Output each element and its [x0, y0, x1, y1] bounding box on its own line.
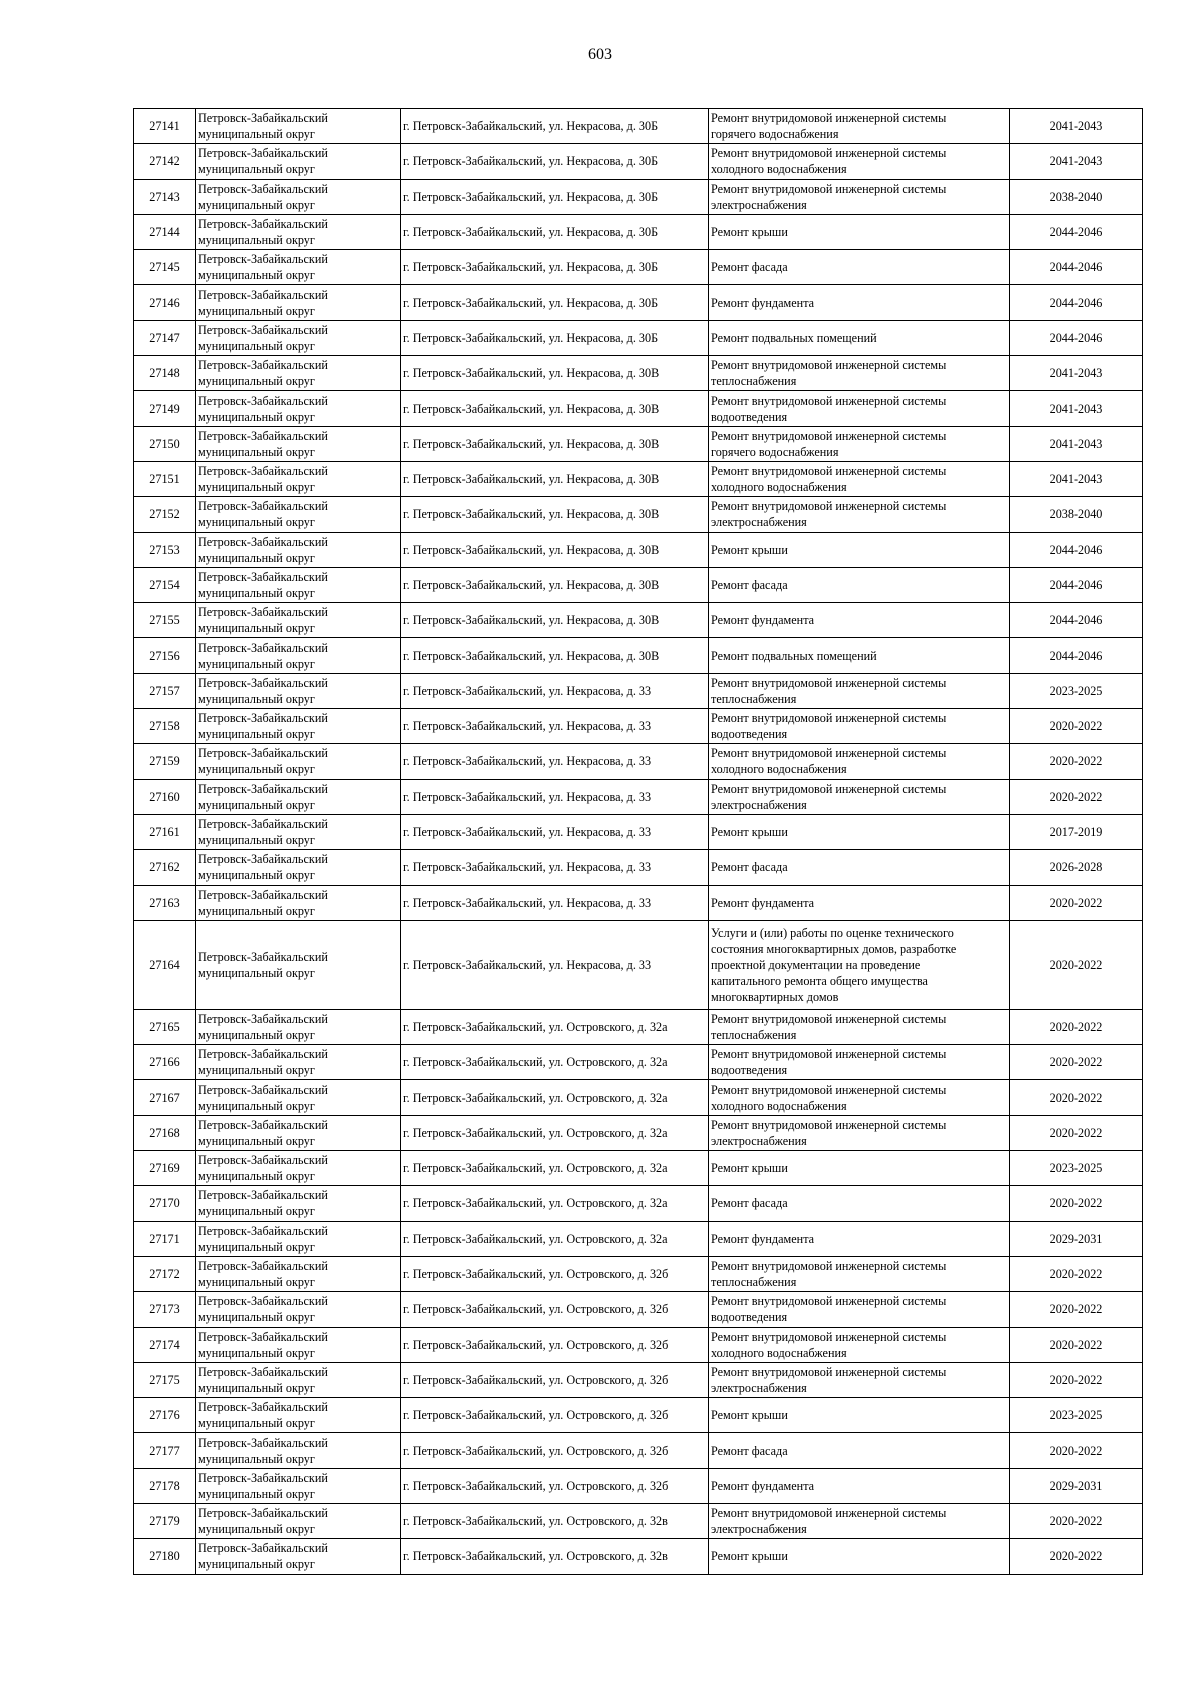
row-number: 27147 [134, 320, 196, 355]
row-number: 27166 [134, 1045, 196, 1080]
municipality-cell: Петровск-Забайкальский муниципальный округ [196, 285, 401, 320]
work-type-cell: Ремонт внутридомовой инженерной системы холодного водоснабжения [709, 1327, 1010, 1362]
address-cell: г. Петровск-Забайкальский, ул. Островского, д. 32в [401, 1539, 709, 1574]
row-number: 27171 [134, 1221, 196, 1256]
municipality-cell: Петровск-Забайкальский муниципальный округ [196, 1115, 401, 1150]
address-cell: г. Петровск-Забайкальский, ул. Некрасова, д. 30Б [401, 179, 709, 214]
row-number: 27150 [134, 426, 196, 461]
municipality-cell: Петровск-Забайкальский муниципальный округ [196, 885, 401, 920]
row-number: 27170 [134, 1186, 196, 1221]
municipality-cell: Петровск-Забайкальский муниципальный округ [196, 1151, 401, 1186]
row-number: 27158 [134, 709, 196, 744]
row-number: 27159 [134, 744, 196, 779]
table-row [134, 1292, 1143, 1327]
address-cell: г. Петровск-Забайкальский, ул. Некрасова, д. 30В [401, 391, 709, 426]
municipality-cell: Петровск-Забайкальский муниципальный округ [196, 356, 401, 391]
municipality-cell: Петровск-Забайкальский муниципальный округ [196, 1503, 401, 1538]
municipality-cell: Петровск-Забайкальский муниципальный округ [196, 920, 401, 1009]
work-type-cell: Ремонт внутридомовой инженерной системы электроснабжения [709, 1362, 1010, 1397]
row-number: 27178 [134, 1468, 196, 1503]
table-row [134, 179, 1143, 214]
address-cell: г. Петровск-Забайкальский, ул. Некрасова, д. 33 [401, 744, 709, 779]
municipality-cell: Петровск-Забайкальский муниципальный округ [196, 1539, 401, 1574]
table-row [134, 320, 1143, 355]
period-cell: 2044-2046 [1010, 214, 1143, 249]
municipality-cell: Петровск-Забайкальский муниципальный округ [196, 1009, 401, 1044]
work-type-cell: Ремонт внутридомовой инженерной системы электроснабжения [709, 179, 1010, 214]
address-cell: г. Петровск-Забайкальский, ул. Некрасова, д. 30Б [401, 109, 709, 144]
table-row [134, 744, 1143, 779]
period-cell: 2020-2022 [1010, 1256, 1143, 1291]
period-cell: 2044-2046 [1010, 532, 1143, 567]
work-type-cell: Ремонт внутридомовой инженерной системы водоотведения [709, 391, 1010, 426]
address-cell: г. Петровск-Забайкальский, ул. Островского, д. 32а [401, 1009, 709, 1044]
row-number: 27174 [134, 1327, 196, 1362]
municipality-cell: Петровск-Забайкальский муниципальный округ [196, 109, 401, 144]
municipality-cell: Петровск-Забайкальский муниципальный округ [196, 744, 401, 779]
address-cell: г. Петровск-Забайкальский, ул. Некрасова, д. 30Б [401, 144, 709, 179]
table-row [134, 779, 1143, 814]
row-number: 27154 [134, 567, 196, 602]
address-cell: г. Петровск-Забайкальский, ул. Островского, д. 32б [401, 1398, 709, 1433]
table-row [134, 603, 1143, 638]
row-number: 27149 [134, 391, 196, 426]
period-cell: 2041-2043 [1010, 461, 1143, 496]
row-number: 27179 [134, 1503, 196, 1538]
table-row [134, 1362, 1143, 1397]
period-cell: 2029-2031 [1010, 1468, 1143, 1503]
row-number: 27176 [134, 1398, 196, 1433]
work-type-cell: Ремонт фасада [709, 1186, 1010, 1221]
period-cell: 2020-2022 [1010, 1503, 1143, 1538]
address-cell: г. Петровск-Забайкальский, ул. Некрасова, д. 33 [401, 779, 709, 814]
address-cell: г. Петровск-Забайкальский, ул. Островского, д. 32а [401, 1221, 709, 1256]
address-cell: г. Петровск-Забайкальский, ул. Некрасова, д. 33 [401, 814, 709, 849]
work-type-cell: Ремонт внутридомовой инженерной системы водоотведения [709, 709, 1010, 744]
work-type-cell: Ремонт фасада [709, 250, 1010, 285]
work-type-cell: Услуги и (или) работы по оценке технического состояния многоквартирных домов, разработке проектной документации на проведение капитального ремонта общего имущества многоквартирных домов [709, 920, 1010, 1009]
table-row [134, 1151, 1143, 1186]
table-row [134, 144, 1143, 179]
row-number: 27143 [134, 179, 196, 214]
period-cell: 2020-2022 [1010, 1080, 1143, 1115]
address-cell: г. Петровск-Забайкальский, ул. Некрасова, д. 30В [401, 497, 709, 532]
period-cell: 2020-2022 [1010, 920, 1143, 1009]
period-cell: 2020-2022 [1010, 779, 1143, 814]
table-row [134, 532, 1143, 567]
period-cell: 2020-2022 [1010, 1186, 1143, 1221]
work-type-cell: Ремонт крыши [709, 532, 1010, 567]
period-cell: 2020-2022 [1010, 1433, 1143, 1468]
address-cell: г. Петровск-Забайкальский, ул. Островского, д. 32а [401, 1080, 709, 1115]
work-type-cell: Ремонт фундамента [709, 1221, 1010, 1256]
municipality-cell: Петровск-Забайкальский муниципальный округ [196, 567, 401, 602]
period-cell: 2044-2046 [1010, 285, 1143, 320]
work-type-cell: Ремонт внутридомовой инженерной системы холодного водоснабжения [709, 744, 1010, 779]
address-cell: г. Петровск-Забайкальский, ул. Островского, д. 32а [401, 1186, 709, 1221]
period-cell: 2044-2046 [1010, 320, 1143, 355]
table-row [134, 250, 1143, 285]
table-row [134, 850, 1143, 885]
work-type-cell: Ремонт внутридомовой инженерной системы теплоснабжения [709, 673, 1010, 708]
row-number: 27163 [134, 885, 196, 920]
address-cell: г. Петровск-Забайкальский, ул. Некрасова, д. 30Б [401, 250, 709, 285]
work-type-cell: Ремонт крыши [709, 1398, 1010, 1433]
work-type-cell: Ремонт внутридомовой инженерной системы водоотведения [709, 1292, 1010, 1327]
row-number: 27157 [134, 673, 196, 708]
period-cell: 2041-2043 [1010, 426, 1143, 461]
address-cell: г. Петровск-Забайкальский, ул. Некрасова, д. 30В [401, 426, 709, 461]
work-type-cell: Ремонт крыши [709, 214, 1010, 249]
work-type-cell: Ремонт внутридомовой инженерной системы холодного водоснабжения [709, 1080, 1010, 1115]
period-cell: 2044-2046 [1010, 567, 1143, 602]
period-cell: 2020-2022 [1010, 1327, 1143, 1362]
table-row [134, 1080, 1143, 1115]
work-type-cell: Ремонт крыши [709, 1151, 1010, 1186]
address-cell: г. Петровск-Забайкальский, ул. Островского, д. 32а [401, 1045, 709, 1080]
municipality-cell: Петровск-Забайкальский муниципальный округ [196, 250, 401, 285]
work-type-cell: Ремонт внутридомовой инженерной системы электроснабжения [709, 1115, 1010, 1150]
period-cell: 2041-2043 [1010, 391, 1143, 426]
table-row [134, 1009, 1143, 1044]
period-cell: 2020-2022 [1010, 1115, 1143, 1150]
work-type-cell: Ремонт подвальных помещений [709, 638, 1010, 673]
municipality-cell: Петровск-Забайкальский муниципальный округ [196, 532, 401, 567]
municipality-cell: Петровск-Забайкальский муниципальный округ [196, 638, 401, 673]
row-number: 27151 [134, 461, 196, 496]
municipality-cell: Петровск-Забайкальский муниципальный округ [196, 144, 401, 179]
table-row [134, 709, 1143, 744]
row-number: 27145 [134, 250, 196, 285]
period-cell: 2020-2022 [1010, 1539, 1143, 1574]
row-number: 27141 [134, 109, 196, 144]
address-cell: г. Петровск-Забайкальский, ул. Некрасова, д. 30В [401, 461, 709, 496]
table-row [134, 1539, 1143, 1574]
period-cell: 2023-2025 [1010, 673, 1143, 708]
municipality-cell: Петровск-Забайкальский муниципальный округ [196, 426, 401, 461]
municipality-cell: Петровск-Забайкальский муниципальный округ [196, 850, 401, 885]
address-cell: г. Петровск-Забайкальский, ул. Островского, д. 32б [401, 1468, 709, 1503]
work-type-cell: Ремонт внутридомовой инженерной системы электроснабжения [709, 1503, 1010, 1538]
table-row [134, 1186, 1143, 1221]
period-cell: 2020-2022 [1010, 744, 1143, 779]
period-cell: 2020-2022 [1010, 1045, 1143, 1080]
period-cell: 2044-2046 [1010, 638, 1143, 673]
table-row [134, 1256, 1143, 1291]
municipality-cell: Петровск-Забайкальский муниципальный округ [196, 1292, 401, 1327]
municipality-cell: Петровск-Забайкальский муниципальный округ [196, 709, 401, 744]
row-number: 27153 [134, 532, 196, 567]
table-row [134, 109, 1143, 144]
row-number: 27177 [134, 1433, 196, 1468]
period-cell: 2041-2043 [1010, 144, 1143, 179]
address-cell: г. Петровск-Забайкальский, ул. Островского, д. 32б [401, 1362, 709, 1397]
work-type-cell: Ремонт внутридомовой инженерной системы горячего водоснабжения [709, 426, 1010, 461]
period-cell: 2020-2022 [1010, 885, 1143, 920]
work-type-cell: Ремонт внутридомовой инженерной системы теплоснабжения [709, 356, 1010, 391]
row-number: 27165 [134, 1009, 196, 1044]
table-row [134, 1468, 1143, 1503]
period-cell: 2020-2022 [1010, 1292, 1143, 1327]
table-row [134, 214, 1143, 249]
table-row [134, 885, 1143, 920]
row-number: 27156 [134, 638, 196, 673]
municipality-cell: Петровск-Забайкальский муниципальный округ [196, 320, 401, 355]
municipality-cell: Петровск-Забайкальский муниципальный округ [196, 1080, 401, 1115]
municipality-cell: Петровск-Забайкальский муниципальный округ [196, 1045, 401, 1080]
work-type-cell: Ремонт внутридомовой инженерной системы электроснабжения [709, 497, 1010, 532]
table-row [134, 426, 1143, 461]
row-number: 27167 [134, 1080, 196, 1115]
row-number: 27142 [134, 144, 196, 179]
municipality-cell: Петровск-Забайкальский муниципальный округ [196, 1398, 401, 1433]
municipality-cell: Петровск-Забайкальский муниципальный округ [196, 214, 401, 249]
work-type-cell: Ремонт фасада [709, 850, 1010, 885]
address-cell: г. Петровск-Забайкальский, ул. Некрасова, д. 33 [401, 673, 709, 708]
period-cell: 2029-2031 [1010, 1221, 1143, 1256]
work-type-cell: Ремонт крыши [709, 1539, 1010, 1574]
period-cell: 2017-2019 [1010, 814, 1143, 849]
table-row [134, 814, 1143, 849]
address-cell: г. Петровск-Забайкальский, ул. Некрасова, д. 30Б [401, 285, 709, 320]
address-cell: г. Петровск-Забайкальский, ул. Островского, д. 32б [401, 1256, 709, 1291]
table-row [134, 1433, 1143, 1468]
municipality-cell: Петровск-Забайкальский муниципальный округ [196, 1433, 401, 1468]
work-type-cell: Ремонт фундамента [709, 885, 1010, 920]
address-cell: г. Петровск-Забайкальский, ул. Некрасова, д. 33 [401, 885, 709, 920]
municipality-cell: Петровск-Забайкальский муниципальный округ [196, 1327, 401, 1362]
address-cell: г. Петровск-Забайкальский, ул. Островского, д. 32а [401, 1151, 709, 1186]
table-row [134, 1221, 1143, 1256]
address-cell: г. Петровск-Забайкальский, ул. Некрасова, д. 30В [401, 567, 709, 602]
period-cell: 2020-2022 [1010, 709, 1143, 744]
row-number: 27146 [134, 285, 196, 320]
row-number: 27175 [134, 1362, 196, 1397]
row-number: 27168 [134, 1115, 196, 1150]
period-cell: 2020-2022 [1010, 1362, 1143, 1397]
period-cell: 2038-2040 [1010, 497, 1143, 532]
period-cell: 2023-2025 [1010, 1398, 1143, 1433]
work-type-cell: Ремонт внутридомовой инженерной системы холодного водоснабжения [709, 144, 1010, 179]
address-cell: г. Петровск-Забайкальский, ул. Некрасова, д. 33 [401, 920, 709, 1009]
row-number: 27148 [134, 356, 196, 391]
address-cell: г. Петровск-Забайкальский, ул. Островского, д. 32а [401, 1115, 709, 1150]
work-type-cell: Ремонт фасада [709, 567, 1010, 602]
table-row [134, 673, 1143, 708]
table-body [134, 109, 1143, 1575]
period-cell: 2041-2043 [1010, 109, 1143, 144]
address-cell: г. Петровск-Забайкальский, ул. Островского, д. 32б [401, 1433, 709, 1468]
municipality-cell: Петровск-Забайкальский муниципальный округ [196, 1362, 401, 1397]
municipality-cell: Петровск-Забайкальский муниципальный округ [196, 391, 401, 426]
table-row [134, 1398, 1143, 1433]
municipality-cell: Петровск-Забайкальский муниципальный округ [196, 814, 401, 849]
address-cell: г. Петровск-Забайкальский, ул. Островского, д. 32в [401, 1503, 709, 1538]
table-row [134, 1045, 1143, 1080]
work-type-cell: Ремонт подвальных помещений [709, 320, 1010, 355]
municipality-cell: Петровск-Забайкальский муниципальный округ [196, 779, 401, 814]
table-row [134, 920, 1143, 1009]
period-cell: 2026-2028 [1010, 850, 1143, 885]
work-type-cell: Ремонт внутридомовой инженерной системы водоотведения [709, 1045, 1010, 1080]
municipality-cell: Петровск-Забайкальский муниципальный округ [196, 1468, 401, 1503]
period-cell: 2041-2043 [1010, 356, 1143, 391]
municipality-cell: Петровск-Забайкальский муниципальный округ [196, 1221, 401, 1256]
row-number: 27152 [134, 497, 196, 532]
address-cell: г. Петровск-Забайкальский, ул. Некрасова, д. 30Б [401, 214, 709, 249]
table-row [134, 1327, 1143, 1362]
row-number: 27169 [134, 1151, 196, 1186]
table-row [134, 356, 1143, 391]
municipality-cell: Петровск-Забайкальский муниципальный округ [196, 461, 401, 496]
municipality-cell: Петровск-Забайкальский муниципальный округ [196, 1186, 401, 1221]
row-number: 27162 [134, 850, 196, 885]
row-number: 27144 [134, 214, 196, 249]
municipality-cell: Петровск-Забайкальский муниципальный округ [196, 1256, 401, 1291]
municipality-cell: Петровск-Забайкальский муниципальный округ [196, 179, 401, 214]
table-row [134, 567, 1143, 602]
row-number: 27164 [134, 920, 196, 1009]
work-type-cell: Ремонт фундамента [709, 1468, 1010, 1503]
table-row [134, 1503, 1143, 1538]
work-type-cell: Ремонт крыши [709, 814, 1010, 849]
address-cell: г. Петровск-Забайкальский, ул. Островского, д. 32б [401, 1327, 709, 1362]
address-cell: г. Петровск-Забайкальский, ул. Некрасова, д. 30В [401, 356, 709, 391]
table-row [134, 638, 1143, 673]
address-cell: г. Петровск-Забайкальский, ул. Островского, д. 32б [401, 1292, 709, 1327]
address-cell: г. Петровск-Забайкальский, ул. Некрасова, д. 33 [401, 709, 709, 744]
period-cell: 2044-2046 [1010, 603, 1143, 638]
period-cell: 2038-2040 [1010, 179, 1143, 214]
table-row [134, 391, 1143, 426]
period-cell: 2023-2025 [1010, 1151, 1143, 1186]
period-cell: 2020-2022 [1010, 1009, 1143, 1044]
row-number: 27155 [134, 603, 196, 638]
row-number: 27161 [134, 814, 196, 849]
address-cell: г. Петровск-Забайкальский, ул. Некрасова, д. 30В [401, 603, 709, 638]
work-type-cell: Ремонт внутридомовой инженерной системы теплоснабжения [709, 1256, 1010, 1291]
row-number: 27180 [134, 1539, 196, 1574]
row-number: 27172 [134, 1256, 196, 1291]
address-cell: г. Петровск-Забайкальский, ул. Некрасова, д. 30В [401, 532, 709, 567]
work-type-cell: Ремонт фундамента [709, 603, 1010, 638]
table-row [134, 461, 1143, 496]
table-row [134, 285, 1143, 320]
page-number: 603 [588, 46, 612, 63]
work-type-cell: Ремонт внутридомовой инженерной системы горячего водоснабжения [709, 109, 1010, 144]
work-type-cell: Ремонт внутридомовой инженерной системы теплоснабжения [709, 1009, 1010, 1044]
address-cell: г. Петровск-Забайкальский, ул. Некрасова, д. 30Б [401, 320, 709, 355]
municipality-cell: Петровск-Забайкальский муниципальный округ [196, 497, 401, 532]
table-row [134, 1115, 1143, 1150]
municipality-cell: Петровск-Забайкальский муниципальный округ [196, 673, 401, 708]
work-type-cell: Ремонт фасада [709, 1433, 1010, 1468]
work-type-cell: Ремонт фундамента [709, 285, 1010, 320]
address-cell: г. Петровск-Забайкальский, ул. Некрасова, д. 33 [401, 850, 709, 885]
row-number: 27173 [134, 1292, 196, 1327]
work-type-cell: Ремонт внутридомовой инженерной системы холодного водоснабжения [709, 461, 1010, 496]
address-cell: г. Петровск-Забайкальский, ул. Некрасова, д. 30В [401, 638, 709, 673]
municipality-cell: Петровск-Забайкальский муниципальный округ [196, 603, 401, 638]
row-number: 27160 [134, 779, 196, 814]
period-cell: 2044-2046 [1010, 250, 1143, 285]
work-type-cell: Ремонт внутридомовой инженерной системы электроснабжения [709, 779, 1010, 814]
repair-schedule-table [133, 108, 1143, 1575]
table-row [134, 497, 1143, 532]
